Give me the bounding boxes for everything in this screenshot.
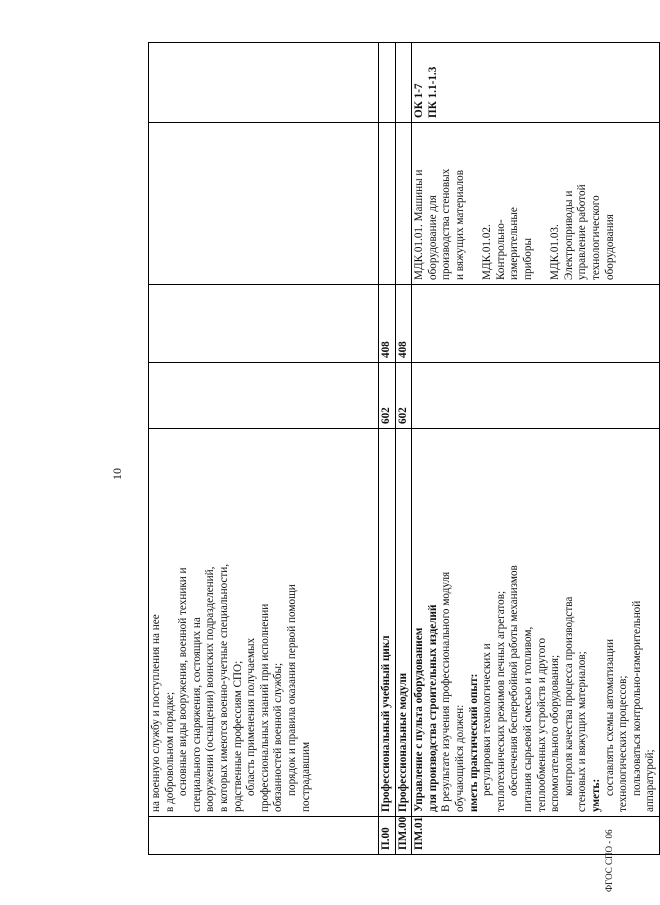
page-number: 10 (110, 468, 124, 480)
competency-code: ОК 1-7 (413, 83, 426, 118)
content-line: теплообменных устройств и другого (535, 637, 548, 812)
content-line: вооружении (оснащении) воинских подразделений, (204, 566, 217, 812)
content-line: область применения получаемых (245, 637, 258, 796)
discipline-line (536, 127, 550, 280)
competencies (149, 43, 379, 123)
content-line: профессиональных знаний при исполнении (258, 603, 271, 812)
table-row (379, 43, 396, 855)
content-line: специального снаряжения, состоящих на (190, 617, 203, 812)
content-line: регулировки технологических и (481, 643, 494, 796)
discipline-line: Электроприводы и (562, 190, 575, 280)
content-line: родственные профессиям СПО; (231, 660, 244, 812)
content-line: для производства строительных изделий (426, 604, 439, 812)
table-row (149, 43, 379, 855)
discipline-line: производства стеновых (440, 168, 453, 280)
discipline-line: МДК.01.02. (481, 224, 494, 280)
discipline-list (379, 123, 396, 285)
row-code: П.00 (379, 817, 396, 855)
content-line: аппаратурой; (644, 749, 657, 812)
row-content (379, 429, 396, 817)
content-line: уметь: (589, 778, 602, 812)
content-line: основные виды вооружения, военной техники и (177, 567, 190, 796)
content-line: обучающийся должен: (453, 704, 466, 812)
content-line: в добровольном порядке; (163, 691, 176, 812)
discipline-line: и вяжущих материалов (453, 169, 466, 280)
discipline-list (149, 123, 379, 285)
discipline-list (412, 123, 660, 285)
content-line: стеновых и вяжущих материалов; (576, 651, 589, 812)
content-line: в которых имеются военно-учетные специальности, (217, 563, 230, 812)
discipline-line: приборы (521, 238, 534, 280)
discipline-line (468, 127, 482, 280)
curriculum-table (148, 42, 660, 855)
content-line: Профессиональные модули (396, 672, 409, 812)
discipline-line: оборудование для (426, 195, 439, 280)
row-code: ПМ.01 (412, 817, 660, 855)
hours-max (412, 363, 660, 429)
content-line: питания сырьевой смесью и топливом, (521, 626, 534, 812)
footer-text: ФГОС СПО - 06 (604, 829, 614, 892)
discipline-line: Контрольно- (494, 219, 507, 280)
content-line: теплотехнических режимов печных агрегатов; (494, 590, 507, 812)
content-line: пострадавшим (299, 741, 312, 812)
hours-mandatory: 408 (379, 285, 396, 363)
content-line: иметь практический опыт: (467, 673, 480, 812)
discipline-list (395, 123, 412, 285)
competency-code: ПК 1.1-1.3 (426, 66, 439, 118)
row-content (149, 429, 379, 817)
content-line: порядок и правила оказания первой помощи (285, 584, 298, 796)
content-line: на военную службу и поступления на нее (150, 614, 162, 812)
table-row (412, 43, 660, 855)
content-line: составлять схемы автоматизации (603, 639, 616, 796)
discipline-line: технологического (589, 195, 602, 280)
discipline-line: управление работой (576, 184, 589, 280)
hours-max: 602 (395, 363, 412, 429)
hours-mandatory (412, 285, 660, 363)
content-line: пользоваться контрольно-измерительной (630, 600, 643, 796)
hours-max (149, 363, 379, 429)
competencies (395, 43, 412, 123)
discipline-line: МДК.01.01. Машины и (413, 169, 426, 280)
hours-mandatory: 408 (395, 285, 412, 363)
competencies (379, 43, 396, 123)
row-content (395, 429, 412, 817)
content-line: В результате изучения профессионального модуля (440, 571, 453, 812)
discipline-line: МДК.01.03. (549, 224, 562, 280)
discipline-line: измерительные (508, 207, 521, 280)
discipline-line: оборудования (603, 214, 616, 280)
content-line: обеспечения бесперебойной работы механизмов (508, 565, 521, 796)
content-line: контроля качества процесса производства (562, 596, 575, 796)
row-code (149, 817, 379, 855)
row-content (412, 429, 660, 817)
rotated-page (100, 43, 657, 855)
content-line: обязанностей военной службы; (272, 662, 285, 812)
hours-mandatory (149, 285, 379, 363)
competencies (412, 43, 660, 123)
content-line: технологических процессов; (617, 675, 630, 812)
content-line: Управление с пульта оборудованием (413, 627, 426, 812)
content-line: Профессиональный учебный цикл (380, 635, 392, 812)
table-row (395, 43, 412, 855)
hours-max: 602 (379, 363, 396, 429)
row-code: ПМ.00 (395, 817, 412, 855)
content-line: вспомогательного оборудования; (549, 654, 562, 812)
